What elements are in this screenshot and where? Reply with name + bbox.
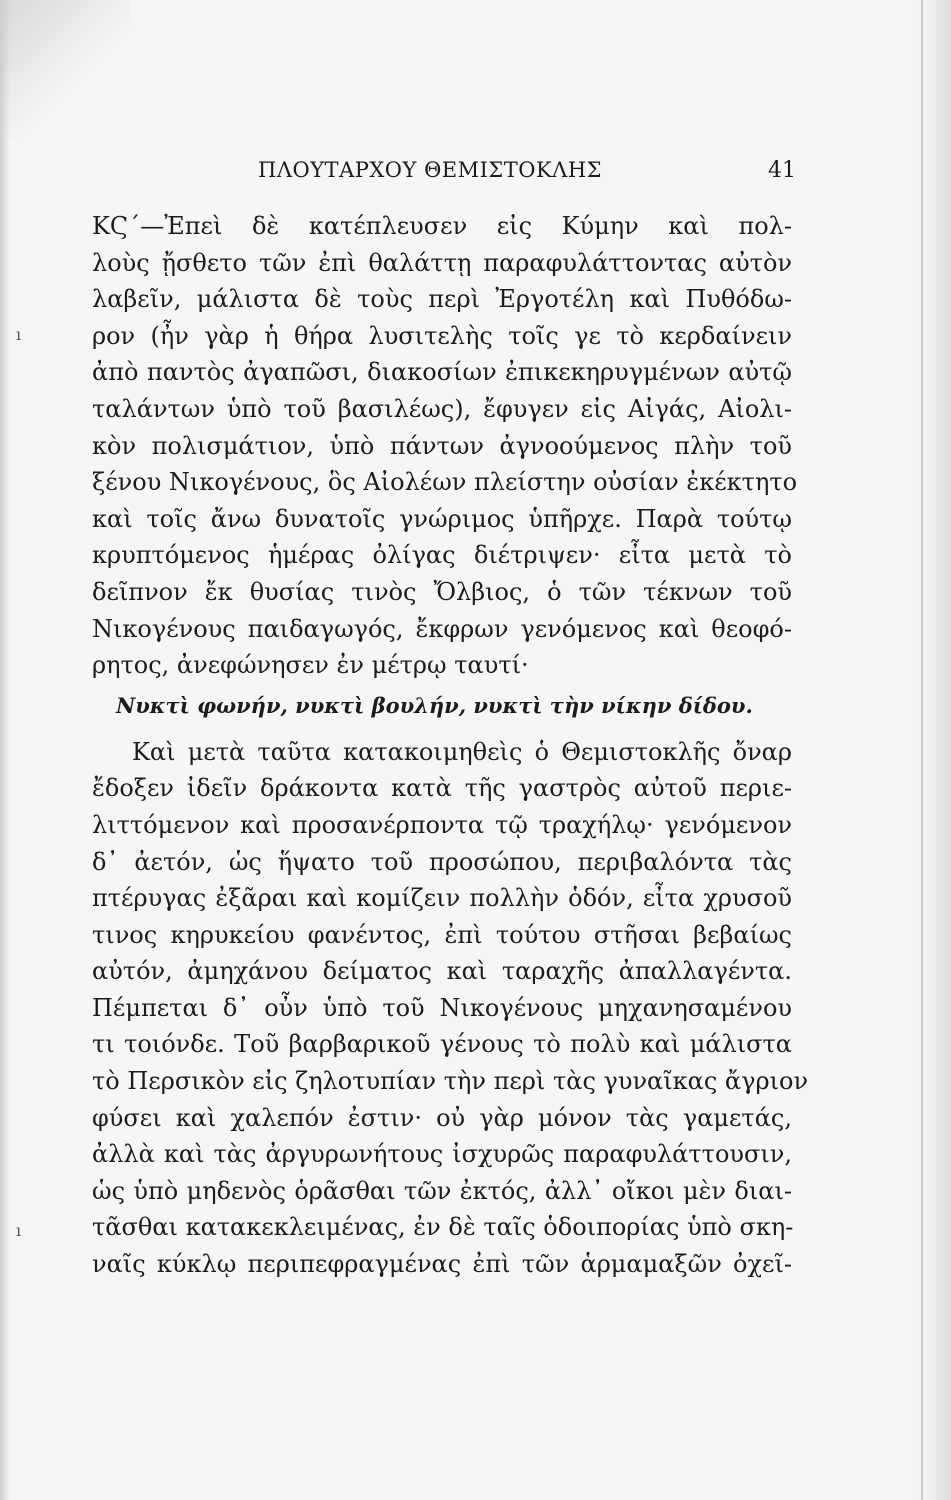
text-line: ρον (ἦν γὰρ ἡ θήρα λυσιτελὴς τοῖς γε τὸ κερδαίνειν xyxy=(92,321,792,350)
text-line: κρυπτόμενος ἡμέρας ὀλίγας διέτριψεν· εἶτα μετὰ τὸ xyxy=(92,541,792,570)
text-line: κὸν πολισμάτιον, ὑπὸ πάντων ἀγνοούμενος πλὴν τοῦ xyxy=(92,431,792,460)
text-line: λιττόμενον καὶ προσανέρποντα τῷ τραχήλῳ· γενόμενον xyxy=(92,810,792,839)
text-line: δ᾽ ἀετόν, ὡς ἥψατο τοῦ προσώπου, περιβαλόντα τὰς xyxy=(92,847,792,876)
text-line: ναῖς κύκλῳ περιπεφραγμένας ἐπὶ τῶν ἁρμαμαξῶν ὀχεῖ- xyxy=(92,1250,792,1279)
paragraph-1 xyxy=(92,208,798,684)
page-spine-shadow xyxy=(0,0,10,1500)
text-line: αὐτόν, ἀμηχάνου δείματος καὶ ταραχῆς ἀπαλλαγέντα. xyxy=(92,957,792,986)
running-title: ΠΛΟΥΤΑΡΧΟΥ ΘΕΜΙΣΤΟΚΛΗΣ xyxy=(258,158,602,182)
text-line: ΚϚ΄—Ἐπεὶ δὲ κατέπλευσεν εἰς Κύμην καὶ πολ- xyxy=(92,212,792,240)
margin-mark: ı xyxy=(16,1221,22,1240)
text-line: Καὶ μετὰ ταῦτα κατακοιμηθεὶς ὁ Θεμιστοκλῆς ὄναρ xyxy=(132,737,792,766)
page-edge-line xyxy=(921,0,923,1500)
text-line: τινος κηρυκείου φανέντος, ἐπὶ τούτου στῆσαι βεβαίως xyxy=(92,920,792,949)
page-number: 41 xyxy=(768,158,796,183)
text-line: ἔδοξεν ἰδεῖν δράκοντα κατὰ τῆς γαστρὸς αὐτοῦ περιε- xyxy=(92,774,792,803)
text-line: λοὺς ᾔσθετο τῶν ἐπὶ θαλάττῃ παραφυλάττοντας αὐτὸν xyxy=(92,248,792,277)
text-line: Νικογένους παιδαγωγός, ἔκφρων γενόμενος καὶ θεοφό- xyxy=(92,614,792,643)
page-header xyxy=(128,158,796,192)
text-line: ὡς ὑπὸ μηδενὸς ὁρᾶσθαι τῶν ἐκτός, ἀλλ᾽ οἴκοι μὲν διαι- xyxy=(92,1176,792,1205)
text-line: ἀπὸ παντὸς ἀγαπῶσι, διακοσίων ἐπικεκηρυγμένων αὐτῷ xyxy=(92,358,792,387)
text-line: Πέμπεται δ᾽ οὖν ὑπὸ τοῦ Νικογένους μηχανησαμένου xyxy=(92,993,792,1022)
page-corner-shadow xyxy=(0,0,130,140)
paragraph-2 xyxy=(92,734,809,1283)
text-line: τᾶσθαι κατακεκλειμένας, ἐν δὲ ταῖς ὁδοιπορίας ὑπὸ σκη- xyxy=(92,1213,794,1242)
text-line: ξένου Νικογένους, ὃς Αἰολέων πλείστην οὐσίαν ἐκέκτητο xyxy=(92,468,798,497)
body-text xyxy=(92,208,809,1283)
margin-mark: ı xyxy=(16,325,22,344)
text-line: δεῖπνον ἔκ θυσίας τινὸς Ὄλβιος, ὁ τῶν τέκνων τοῦ xyxy=(92,577,792,606)
text-line: φύσει καὶ χαλεπόν ἐστιν· οὐ γὰρ μόνον τὰς γαμετάς, xyxy=(92,1103,792,1132)
text-line: ἀλλὰ καὶ τὰς ἀργυρωνήτους ἰσχυρῶς παραφυλάττουσιν, xyxy=(92,1140,792,1169)
page-edge-shadow xyxy=(911,0,951,1500)
text-line: τὸ Περσικὸν εἰς ζηλοτυπίαν τὴν περὶ τὰς γυναῖκας ἄγριον xyxy=(92,1067,809,1096)
text-line: ρητος, ἀνεφώνησεν ἐν μέτρῳ ταυτί· xyxy=(92,651,529,680)
oracle-verse: Νυκτὶ φωνήν, νυκτὶ βουλήν, νυκτὶ τὴν νίκην δίδου. xyxy=(116,692,753,718)
text-line: τι τοιόνδε. Τοῦ βαρβαρικοῦ γένους τὸ πολὺ καὶ μάλιστα xyxy=(92,1030,792,1059)
text-line: πτέρυγας ἐξᾶραι καὶ κομίζειν πολλὴν ὁδόν, εἶτα χρυσοῦ xyxy=(92,884,792,913)
text-line: καὶ τοῖς ἄνω δυνατοῖς γνώριμος ὑπῆρχε. Παρὰ τούτῳ xyxy=(92,504,792,533)
text-line: ταλάντων ὑπὸ τοῦ βασιλέως), ἔφυγεν εἰς Αἰγάς, Αἰολι- xyxy=(92,394,792,423)
text-line: λαβεῖν, μάλιστα δὲ τοὺς περὶ Ἐργοτέλη καὶ Πυθόδω- xyxy=(92,285,792,314)
